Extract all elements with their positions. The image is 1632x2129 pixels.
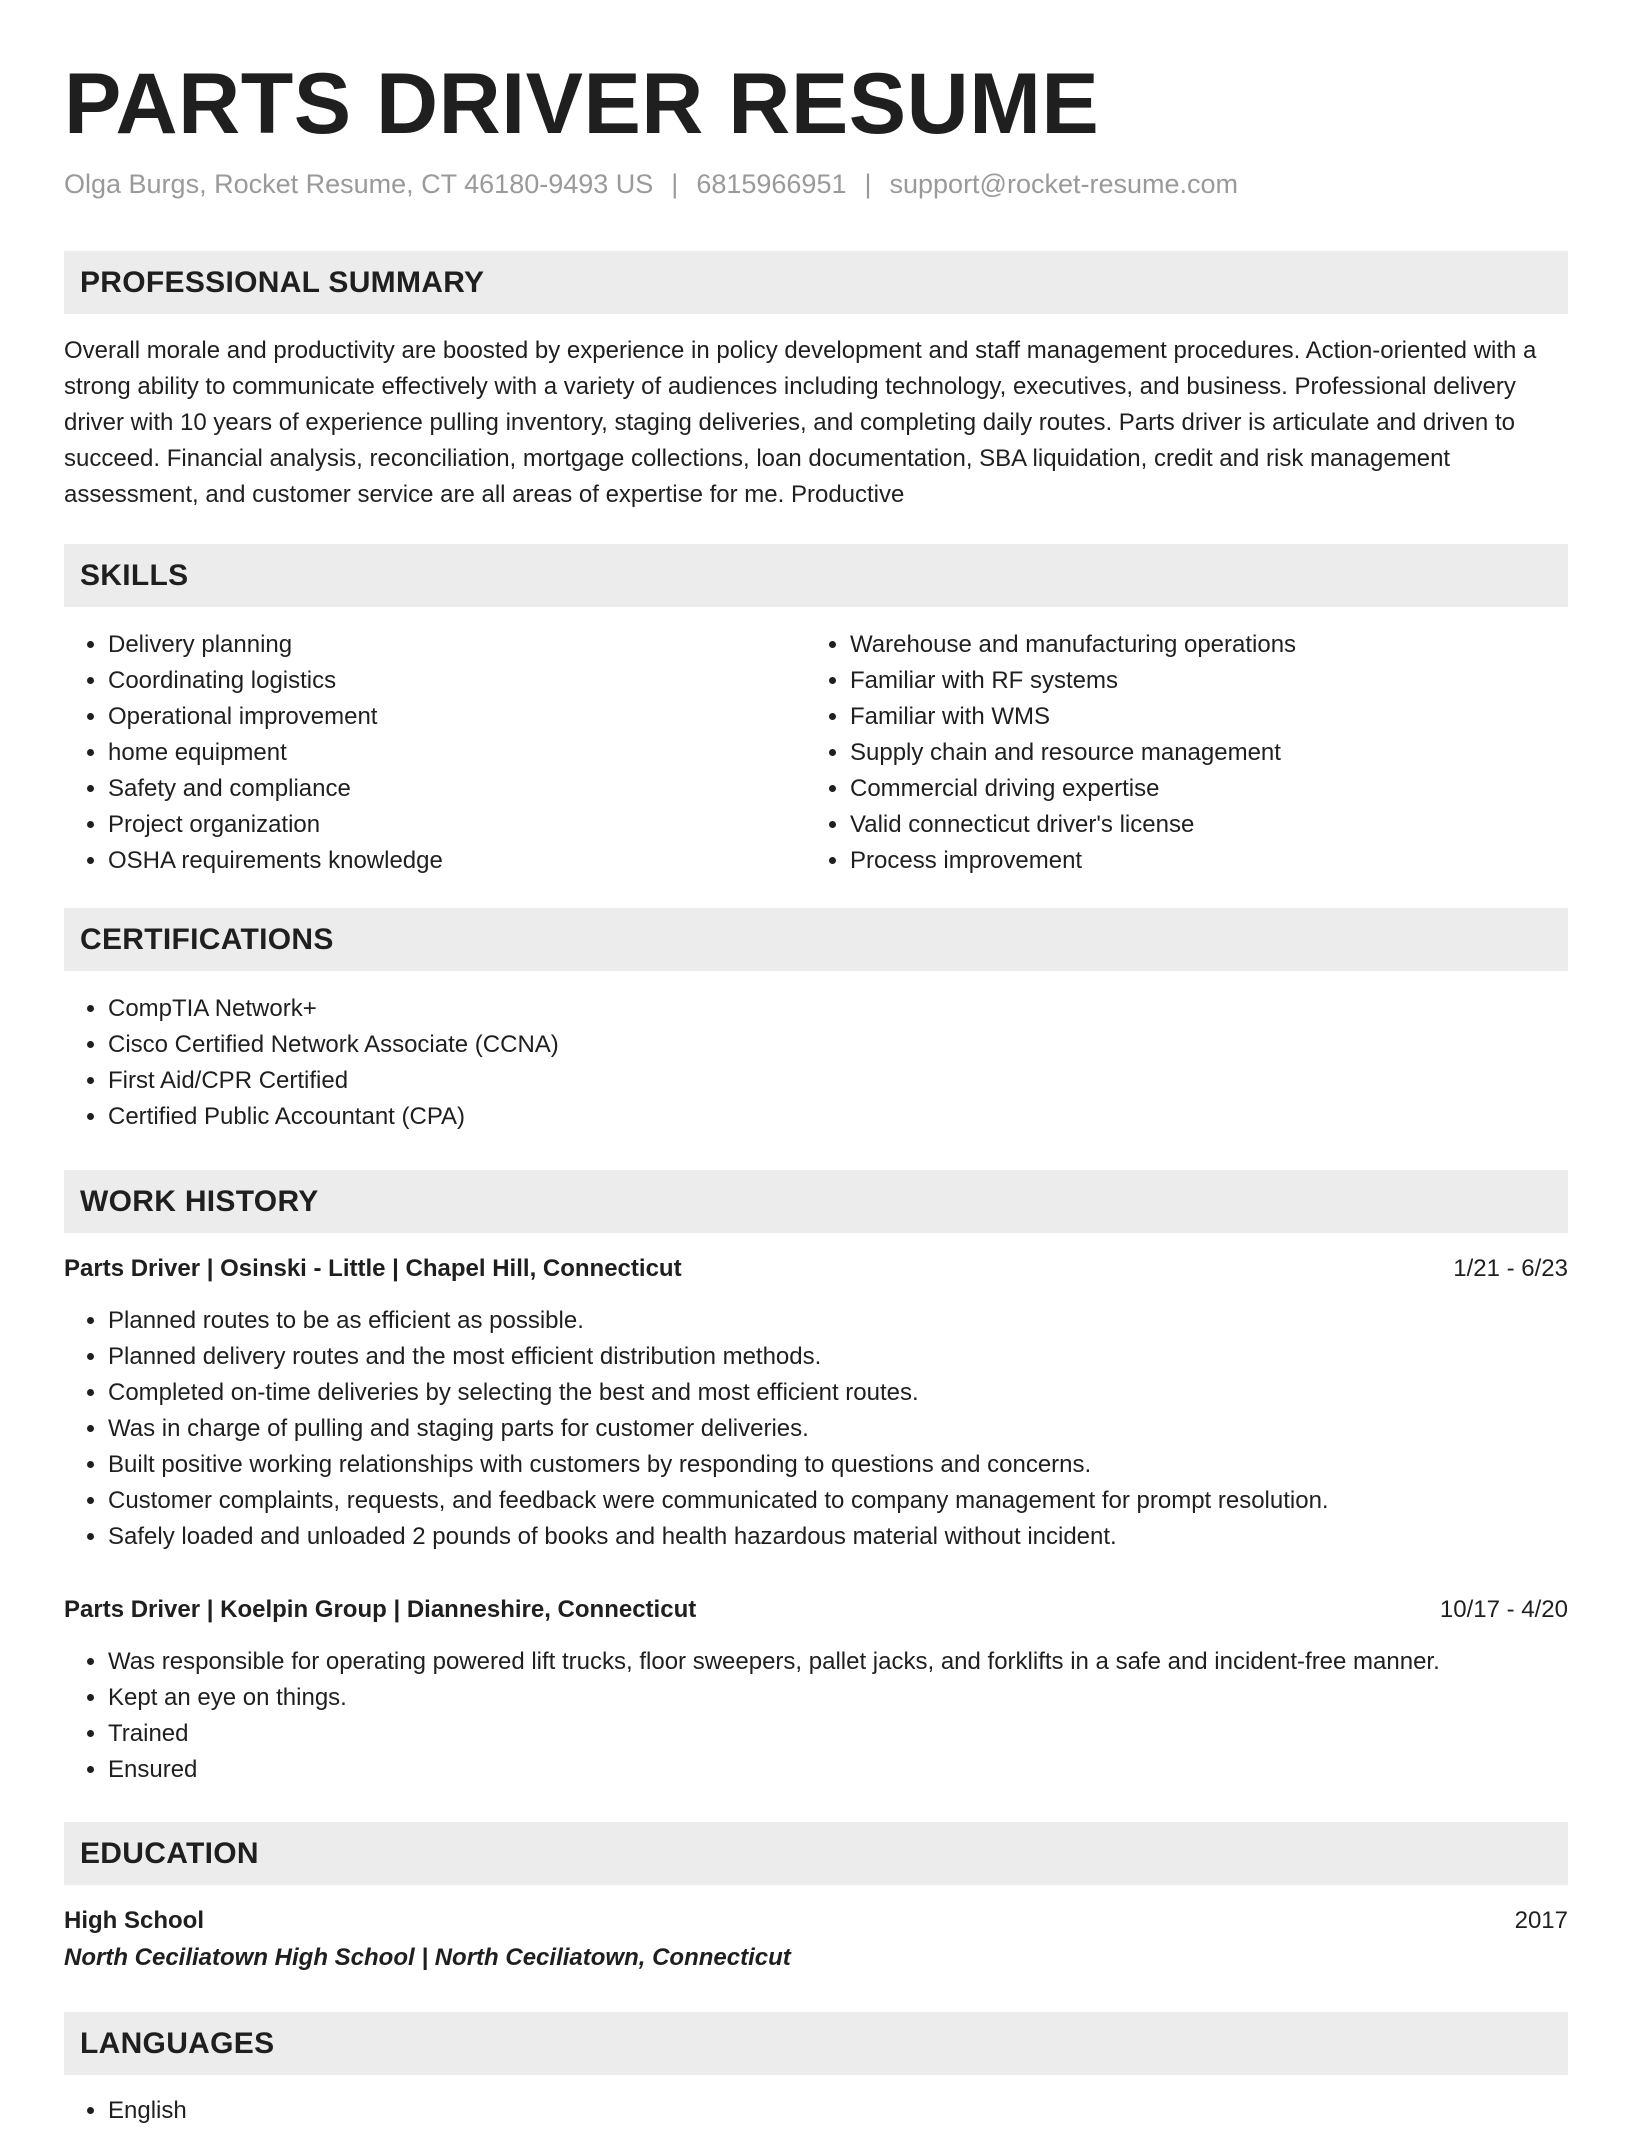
certifications-section-header	[64, 908, 1568, 971]
work-section-header	[64, 1170, 1568, 1233]
summary-heading: PROFESSIONAL SUMMARY	[80, 266, 485, 299]
contact-separator: |	[864, 169, 872, 199]
education-year: 2017	[1514, 1907, 1568, 1934]
job-bullet: • Ensured	[108, 1752, 1568, 1788]
resume-title: PARTS DRIVER RESUME	[64, 56, 1100, 152]
contact-email: support@rocket-resume.com	[889, 169, 1239, 199]
skill-item: • Supply chain and resource management	[850, 735, 1610, 771]
skill-item: • OSHA requirements knowledge	[108, 843, 788, 879]
skill-item: • Valid connecticut driver's license	[850, 807, 1610, 843]
skill-item: • Coordinating logistics	[108, 663, 788, 699]
work-heading: WORK HISTORY	[80, 1185, 319, 1218]
job-bullet: • Customer complaints, requests, and feedback were communicated to company management for prompt resolution.	[108, 1483, 1568, 1519]
language-item: • English	[108, 2093, 708, 2129]
job-bullets	[64, 1303, 1568, 1555]
skill-item: • home equipment	[108, 735, 788, 771]
job-dates: 1/21 - 6/23	[1453, 1255, 1568, 1282]
job-bullet: • Planned delivery routes and the most efficient distribution methods.	[108, 1339, 1568, 1375]
job-bullet: • Was in charge of pulling and staging parts for customer deliveries.	[108, 1411, 1568, 1447]
skill-item: • Delivery planning	[108, 627, 788, 663]
job-bullet: • Safely loaded and unloaded 2 pounds of books and health hazardous material without incident.	[108, 1519, 1568, 1555]
job-dates: 10/17 - 4/20	[1439, 1596, 1568, 1623]
job-bullet: • Built positive working relationships with customers by responding to questions and concerns.	[108, 1447, 1568, 1483]
contact-line	[64, 166, 1238, 202]
education-section-header	[64, 1822, 1568, 1885]
summary-text: Overall morale and productivity are boosted by experience in policy development and staff management procedures. Action-oriented with a strong ability to communicate effectively with a variety of audiences including technology, executives, and business. Professional delivery driver with 10 years of experience pulling inventory, staging deliveries, and completing daily routes. Parts driver is articulate and driven to succeed. Financial analysis, reconciliation, mortgage collections, loan documentation, SBA liquidation, credit and risk management assessment, and customer service are all areas of expertise for me. Productive	[64, 337, 1537, 508]
skill-item: • Process improvement	[850, 843, 1610, 879]
certification-item: • First Aid/CPR Certified	[108, 1063, 1508, 1099]
skill-item: • Warehouse and manufacturing operations	[850, 627, 1610, 663]
certification-item: • Certified Public Accountant (CPA)	[108, 1099, 1508, 1135]
skill-item: • Commercial driving expertise	[850, 771, 1610, 807]
skill-item: • Project organization	[108, 807, 788, 843]
skill-item: • Familiar with RF systems	[850, 663, 1610, 699]
skill-item: • Safety and compliance	[108, 771, 788, 807]
job-bullets	[64, 1644, 1568, 1788]
contact-phone: 6815966951	[696, 169, 847, 199]
skills-section-header	[64, 544, 1568, 607]
education-heading: EDUCATION	[80, 1837, 259, 1870]
certification-item: • Cisco Certified Network Associate (CCNA)	[108, 1027, 1508, 1063]
contact-address: Olga Burgs, Rocket Resume, CT 46180-9493 US	[64, 169, 654, 199]
job-bullet: • Completed on-time deliveries by selecting the best and most efficient routes.	[108, 1375, 1568, 1411]
languages-section-header	[64, 2012, 1568, 2075]
education-school: North Ceciliatown High School | North Ceciliatown, Connecticut	[64, 1944, 791, 1971]
certifications-list	[64, 991, 1508, 1135]
languages-heading: LANGUAGES	[80, 2027, 275, 2060]
certification-item: • CompTIA Network+	[108, 991, 1508, 1027]
skills-heading: SKILLS	[80, 559, 189, 592]
skill-item: • Familiar with WMS	[850, 699, 1610, 735]
skills-list-left	[64, 627, 788, 879]
job-bullet: • Trained	[108, 1716, 1568, 1752]
job-title: Parts Driver | Osinski - Little | Chapel Hill, Connecticut	[64, 1255, 682, 1282]
languages-list	[64, 2093, 708, 2129]
job-title: Parts Driver | Koelpin Group | Dianneshire, Connecticut	[64, 1596, 697, 1623]
summary-section-header	[64, 251, 1568, 314]
contact-separator: |	[671, 169, 679, 199]
skill-item: • Operational improvement	[108, 699, 788, 735]
job-bullet: • Kept an eye on things.	[108, 1680, 1568, 1716]
certifications-heading: CERTIFICATIONS	[80, 923, 334, 956]
skills-list-right	[806, 627, 1610, 879]
education-degree: High School	[64, 1907, 204, 1934]
job-bullet: • Planned routes to be as efficient as possible.	[108, 1303, 1568, 1339]
job-bullet: • Was responsible for operating powered lift trucks, floor sweepers, pallet jacks, and forklifts in a safe and incident-free manner.	[108, 1644, 1568, 1680]
